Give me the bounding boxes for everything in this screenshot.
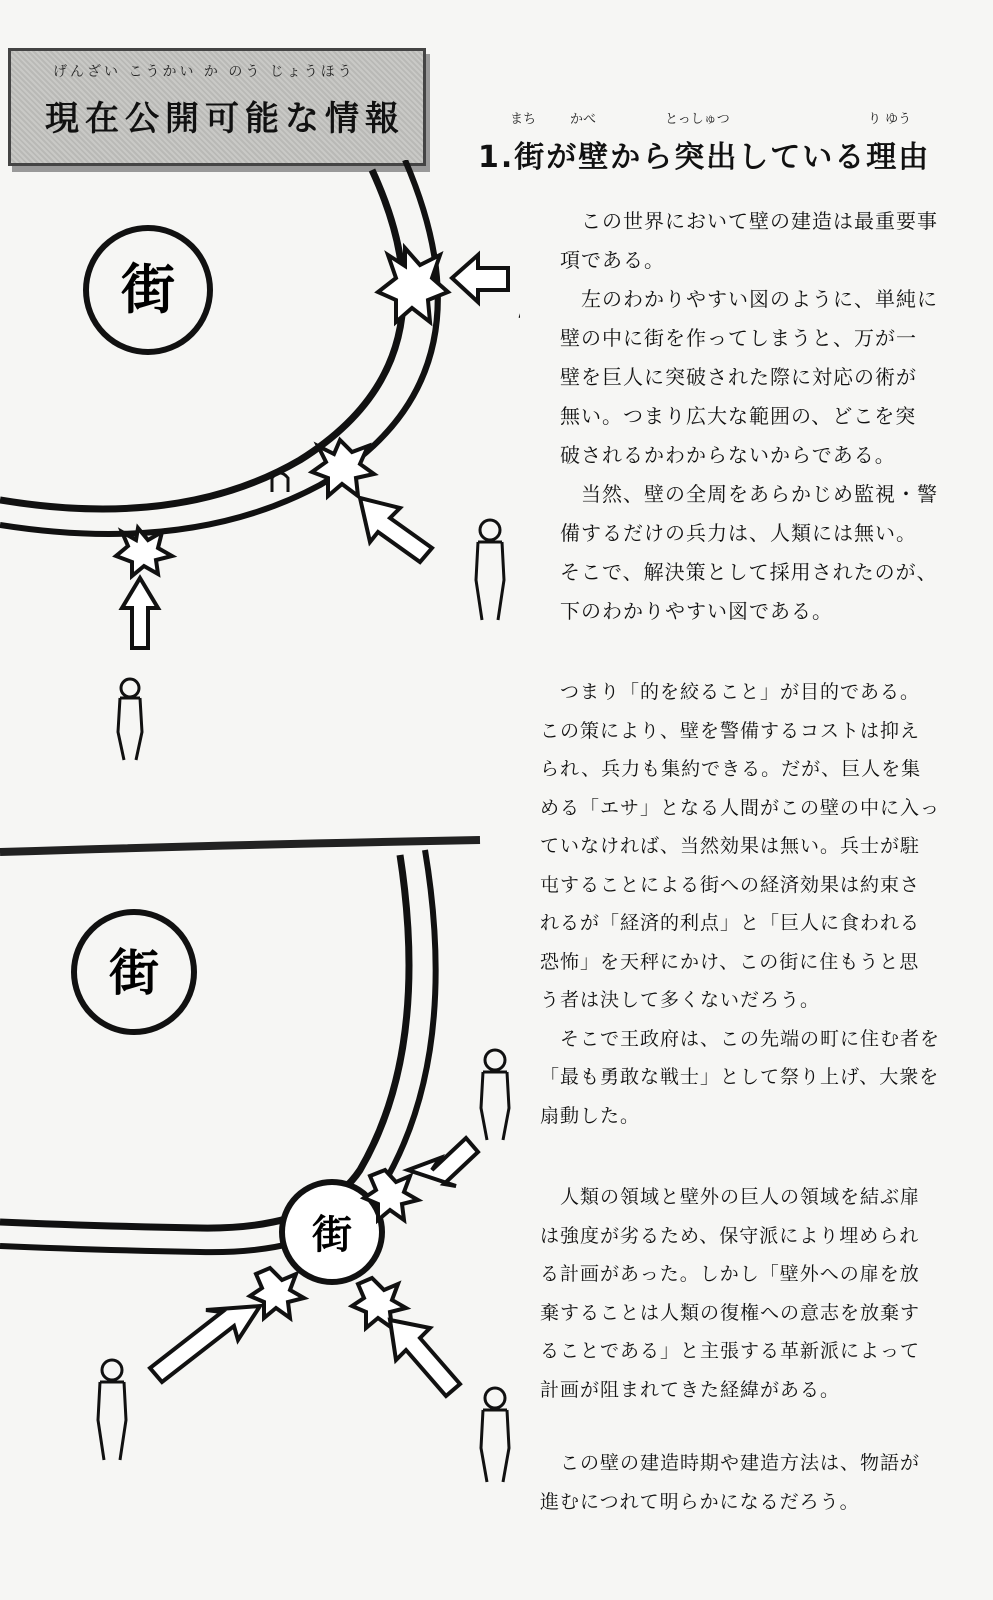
text-line: 計画が阻まれてきた経緯がある。 — [540, 1378, 841, 1401]
town-label-top: 街 — [121, 257, 175, 321]
titan-figure-icon — [476, 520, 504, 620]
arrow-icon — [150, 1306, 260, 1382]
titan-figure-icon — [118, 679, 142, 760]
paragraph-1 — [560, 202, 940, 631]
titan-figure-icon — [98, 1360, 126, 1460]
text-line: 項である。 — [560, 248, 665, 272]
text-line: 「最も勇敢な戦士」として祭り上げ、大衆を — [540, 1066, 940, 1088]
arrow-icon — [390, 1320, 460, 1396]
text-line: そこで、解決策として採用されたのが、 — [560, 560, 938, 584]
text-line: 壁を巨人に突破された際に対応の術が — [560, 365, 917, 389]
text-line: ることである」と主張する革新派によって — [540, 1340, 921, 1362]
section-ruby-1: まち — [510, 112, 537, 127]
section-ruby-3: とっしゅつ — [665, 112, 730, 127]
text-line: る計画があった。しかし「壁外への扉を放 — [540, 1263, 920, 1285]
arrow-icon — [360, 498, 432, 562]
breach-burst — [116, 528, 172, 576]
text-line: 左のわかりやすい図のように、単純に — [560, 287, 938, 311]
text-line: は強度が劣るため、保守派により埋められ — [540, 1224, 920, 1247]
titan-figure-icon — [481, 1050, 509, 1140]
paragraph-4 — [540, 1444, 960, 1521]
text-line: つまり「的を絞ること」が目的である。 — [540, 681, 921, 703]
header-title: 現在公開可能な情報 — [45, 99, 405, 139]
arrow-icon — [452, 255, 508, 302]
titan-figure-icon — [481, 1388, 509, 1482]
text-line: める「エサ」となる人間がこの壁の中に入っ — [540, 796, 941, 819]
gate-icon — [272, 473, 288, 492]
text-line: 壁の中に街を作ってしまうと、万が一 — [560, 326, 917, 350]
header-ruby: げんざい こうかい か のう じょうほう — [53, 64, 355, 80]
text-line: 進むにつれて明らかになるだろう。 — [540, 1490, 860, 1513]
text-line: 屯することによる街への経済効果は約束さ — [540, 873, 921, 896]
header-box — [8, 48, 426, 166]
text-line: この世界において壁の建造は最重要事 — [560, 209, 938, 233]
diagram-bottom — [0, 830, 520, 1490]
town-label-bottom: 街 — [109, 943, 159, 1002]
text-line: この壁の建造時期や建造方法は、物語が — [540, 1452, 921, 1474]
arrow-icon — [122, 578, 158, 648]
text-line: そこで王政府は、この先端の町に住む者を — [540, 1027, 941, 1050]
text-line: 当然、壁の全周をあらかじめ監視・警 — [560, 482, 938, 506]
section-title: 1.街が壁から突出している理由 — [478, 140, 931, 175]
text-line: 下のわかりやすい図である。 — [560, 599, 833, 623]
text-line: 人類の領域と壁外の巨人の領域を結ぶ扉 — [540, 1186, 921, 1208]
text-line: 棄することは人類の復権への意志を放棄す — [540, 1301, 921, 1324]
text-line: この策により、壁を警備するコストは抑え — [540, 719, 921, 742]
text-line: ていなければ、当然効果は無い。兵士が駐 — [540, 835, 921, 857]
section-ruby-4: り ゆう — [868, 112, 912, 127]
paragraph-3 — [540, 1178, 960, 1409]
text-line: 備するだけの兵力は、人類には無い。 — [560, 521, 917, 545]
text-line: られ、兵力も集約できる。だが、巨人を集 — [540, 758, 922, 780]
divider — [0, 840, 480, 852]
arrow-icon — [408, 1138, 478, 1186]
text-line: う者は決して多くないだろう。 — [540, 989, 821, 1011]
text-line: 無い。つまり広大な範囲の、どこを突 — [560, 404, 917, 428]
text-line: 扇動した。 — [540, 1104, 641, 1127]
town-label-protrusion: 街 — [312, 1211, 352, 1258]
diagram-top — [0, 160, 520, 800]
text-line: 恐怖」を天秤にかけ、この街に住もうと思 — [540, 950, 920, 973]
text-line: れるが「経済的利点」と「巨人に食われる — [540, 912, 921, 934]
section-ruby-2: かべ — [570, 112, 597, 127]
text-line: 破されるかわからないからである。 — [560, 443, 896, 467]
paragraph-2 — [540, 673, 960, 1135]
